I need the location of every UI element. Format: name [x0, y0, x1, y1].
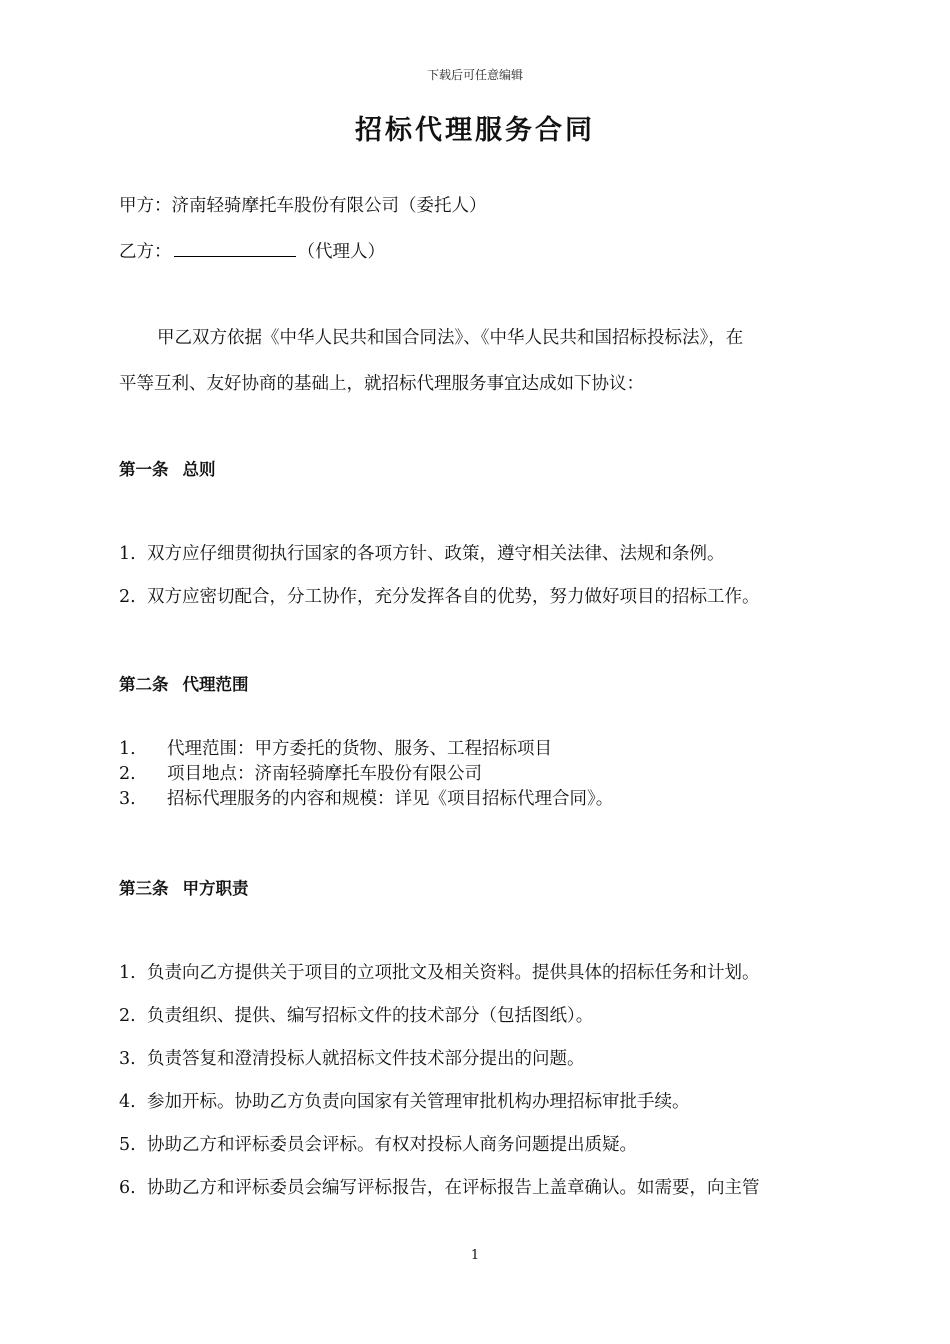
party-b-line [119, 238, 385, 263]
intro-line-1: 甲乙双方依据《中华人民共和国合同法》、《中华人民共和国招标投标法》，在 [157, 328, 744, 348]
item-text: 参加开标。协助乙方负责向国家有关管理审批机构办理招标审批手续。 [147, 1092, 690, 1112]
party-b-label: 乙方： [119, 242, 172, 262]
item-number: 4. [119, 1092, 136, 1112]
header-note: 下载后可任意编辑 [426, 68, 523, 82]
article-number: 第三条 [119, 879, 169, 898]
party-b-role: （代理人） [297, 242, 385, 262]
item-text: 双方应仔细贯彻执行国家的各项方针、政策，遵守相关法律、法规和条例。 [147, 544, 725, 564]
article-2-heading [119, 671, 249, 695]
article-3-item-6 [119, 1174, 760, 1199]
item-number: 2. [119, 1006, 136, 1026]
item-text: 招标代理服务的内容和规模：详见《项目招标代理合同》。 [167, 789, 614, 809]
item-text: 负责向乙方提供关于项目的立项批文及相关资料。提供具体的招标任务和计划。 [147, 963, 760, 983]
item-number: 5. [119, 1135, 136, 1155]
item-text: 负责答复和澄清投标人就招标文件技术部分提出的问题。 [147, 1049, 585, 1069]
item-number: 6. [119, 1178, 136, 1198]
item-number: 1. [119, 544, 136, 564]
article-2-item-2 [119, 760, 482, 785]
article-name: 总则 [182, 460, 216, 479]
item-text: 双方应密切配合，分工协作，充分发挥各自的优势，努力做好项目的招标工作。 [147, 587, 760, 607]
article-1-item-2 [119, 583, 760, 608]
article-3-item-3 [119, 1045, 585, 1070]
item-number: 2. [119, 587, 136, 607]
item-number: 1. [119, 963, 136, 983]
article-2-item-3 [119, 785, 613, 810]
item-text: 负责组织、提供、编写招标文件的技术部分（包括图纸）。 [147, 1006, 594, 1026]
article-3-item-2 [119, 1002, 593, 1027]
item-text: 项目地点：济南轻骑摩托车股份有限公司 [167, 764, 482, 784]
article-3-item-1 [119, 959, 760, 984]
intro-line-2: 平等互利、友好协商的基础上，就招标代理服务事宜达成如下协议： [119, 374, 644, 394]
article-number: 第二条 [119, 675, 169, 694]
item-text: 协助乙方和评标委员会评标。有权对投标人商务问题提出质疑。 [147, 1135, 637, 1155]
item-number: 1. [119, 739, 136, 759]
item-text: 协助乙方和评标委员会编写评标报告，在评标报告上盖章确认。如需要，向主管 [147, 1178, 760, 1198]
party-a-line: 甲方：济南轻骑摩托车股份有限公司（委托人） [119, 196, 487, 216]
article-name: 代理范围 [182, 675, 249, 694]
item-text: 代理范围：甲方委托的货物、服务、工程招标项目 [167, 739, 552, 759]
item-number: 2. [119, 764, 136, 784]
article-number: 第一条 [119, 460, 169, 479]
page-number: 1 [470, 1248, 480, 1263]
article-name: 甲方职责 [182, 879, 249, 898]
item-number: 3. [119, 1049, 136, 1069]
article-3-item-4 [119, 1088, 690, 1113]
item-number: 3. [119, 789, 136, 809]
article-1-item-1 [119, 540, 725, 565]
article-3-item-5 [119, 1131, 637, 1156]
article-1-heading [119, 456, 216, 480]
article-3-heading [119, 875, 249, 899]
article-2-item-1 [119, 735, 552, 760]
page-title: 招标代理服务合同 [355, 115, 595, 146]
party-b-blank [174, 240, 296, 257]
